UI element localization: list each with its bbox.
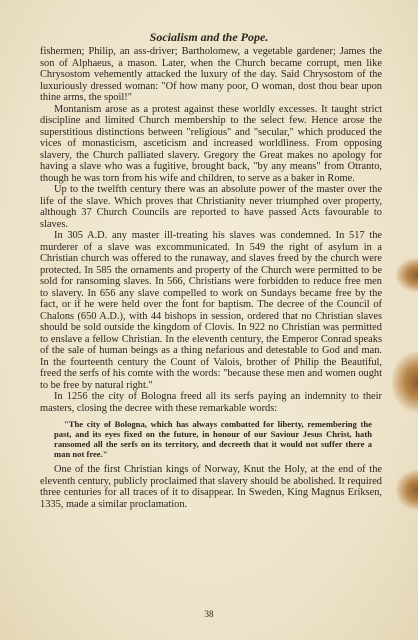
page-number: 38 bbox=[204, 609, 214, 619]
running-header: Socialism and the Pope. bbox=[149, 30, 269, 44]
paragraph: In 1256 the city of Bologna freed all its serfs paying an indemnity to their masters, closing the decree with these remarkable words: bbox=[40, 391, 382, 414]
page-body bbox=[40, 46, 382, 510]
page-stain bbox=[396, 470, 418, 510]
paragraph: One of the first Christian kings of Norway, Knut the Holy, at the end of the eleventh century, publicly proclaimed that slavery should be abolished. It required three centuries for all traces of it to disappear. In Sweden, King Magnus Eriksen, 1335, made a similar proclamation. bbox=[40, 464, 382, 510]
block-quote: "The city of Bologna, which has always combatted for liberty, remembering the past, and its eyes fixed on the future, in honour of our Saviour Jesus Christ, hath ransomed all the serfs on its territory, and decreeth that it would not suffer there a man not free." bbox=[54, 419, 372, 459]
paragraph: fishermen; Philip, an ass-driver; Bartholomew, a vegetable gardener; James the son of Alphaeus, a mason. Later, when the Church became corrupt, men like Chrysostom vehemently attacked the luxury of the day. Said Chrysostom of the luxuriously dressed woman: "Of how many poor, O woman, dost thou bear upon thine arms, the spoil!" bbox=[40, 46, 382, 103]
page-stain bbox=[392, 352, 418, 412]
paragraph: In 305 A.D. any master ill-treating his slaves was condemned. In 517 the murderer of a slave was excommunicated. In 549 the right of asylum in a Christian church was offered to the runaway, and slaves freed by the church were protected. In 585 the ornaments and property of the Church were permitted to be sold for ransoming slaves. In 566, Christians were forbidden to reduce free men to slavery. In 656 any slave compelled to work on Sundays became free by the fact, or if he were held over the font for baptism. The decree of the Council of Chalons (650 A.D.), with 44 bishops in session, ordered that no Christian slaves should be sold outside the kingdom of Clovis. In 922 no Christian was permitted to enslave a fellow Christian. In the eleventh century, the Emperor Conrad speaks of the sale of human beings as a thing nefarious and detestable to God and man. In the fourteenth century the Count of Valois, brother of Philip the Beautiful, freed the serfs of his comte with the words: "because these men and women ought to be free by natural right." bbox=[40, 230, 382, 391]
paragraph: Montanism arose as a protest against these worldly excesses. It taught strict discipline and limited Church membership to the select few. Hence arose the superstitious distinctions between "religious" and "secular," which produced the vices of monasticism, asceticism and increased worldliness. From opposing slavery, the Church palliated slavery. Gregory the Great makes no apology for having a slave who was a fugitive, brought back, "by any means" from Otranto, though he was torn from his wife and children, to serve as a baker in Rome. bbox=[40, 103, 382, 184]
page-stain bbox=[396, 258, 418, 292]
paragraph: Up to the twelfth century there was an absolute power of the master over the life of the slave. Which proves that Christianity never triumphed over property, although 37 Church Councils are reported to have passed Acts favourable to slaves. bbox=[40, 184, 382, 230]
